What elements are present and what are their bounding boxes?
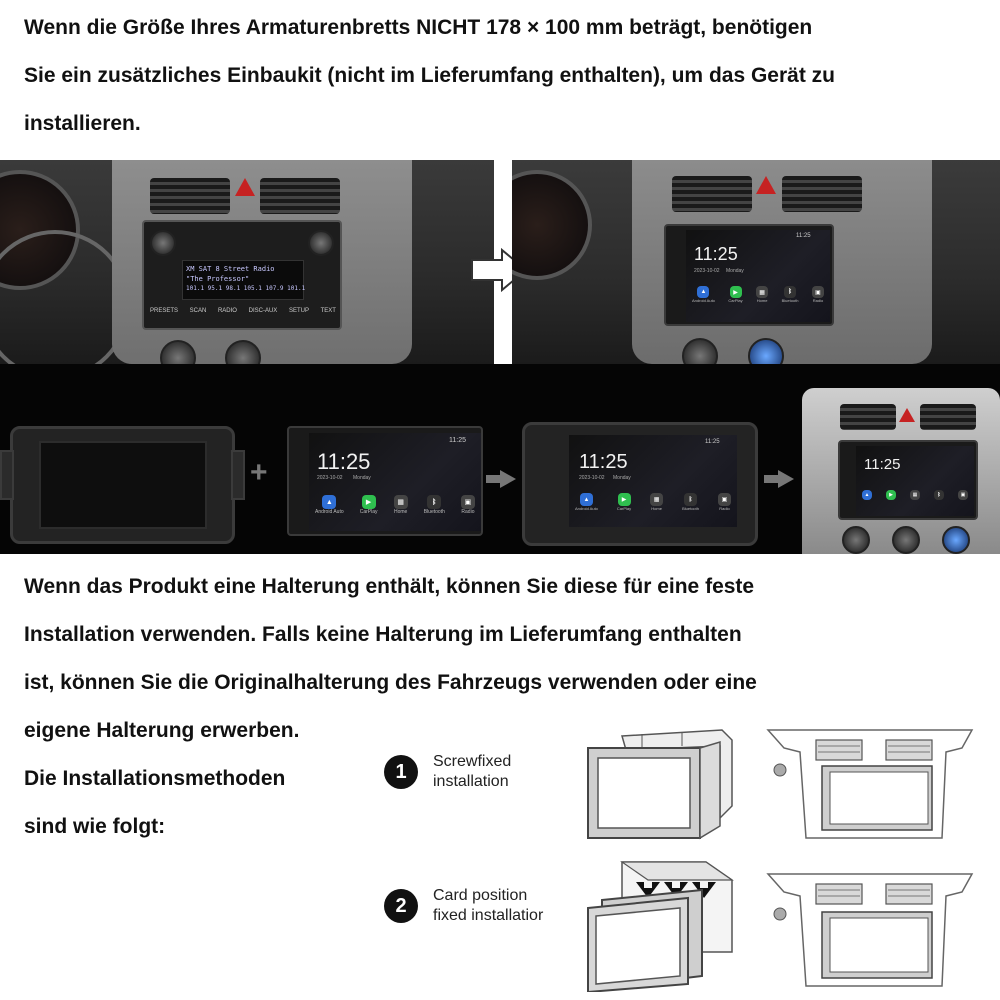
intro-line: installieren. — [24, 112, 141, 135]
clock-time: 11:25 — [579, 451, 628, 473]
speedometer-gauge — [512, 170, 592, 280]
photo-new-head-unit — [512, 160, 1000, 364]
radio-display-line: 101.1 95.1 98.1 105.1 107.9 101.1 — [186, 285, 306, 292]
clock-time: 11:25 — [864, 456, 901, 473]
body-line: Die Installationsmethoden — [24, 767, 286, 790]
radio-button: PRESETS — [150, 308, 179, 314]
app-row — [575, 493, 731, 511]
app-bluetooth[interactable]: ᛒ Bluetooth — [782, 286, 799, 303]
climate-knob — [842, 526, 870, 554]
app-bluetooth[interactable]: ᛒ Bluetooth — [424, 495, 445, 515]
carplay-icon: ▶ — [362, 495, 376, 509]
head-unit-screen — [856, 446, 974, 516]
app-radio[interactable]: ▣ Radio — [718, 493, 731, 511]
app-android-auto[interactable]: ▲ Android Auto — [692, 286, 715, 303]
intro-line: Wenn die Größe Ihres Armaturenbretts NICHT 178 × 100 mm beträgt, benötigen — [24, 16, 813, 39]
body-line: Installation verwenden. Falls keine Halterung im Lieferumfang enthalten — [24, 623, 742, 646]
app-radio[interactable]: ▣ Radio — [812, 286, 824, 303]
radio-display — [182, 260, 304, 300]
app-home[interactable]: ▦ Home — [394, 495, 408, 515]
hazard-icon — [235, 178, 255, 196]
intro-line: Sie ein zusätzliches Einbaukit (nicht im Lieferumfang enthalten), um das Gerät zu — [24, 64, 835, 87]
body-line: sind wie folgt: — [24, 815, 166, 838]
bluetooth-icon: ᛒ — [427, 495, 441, 509]
app-carplay[interactable]: ▶ CarPlay — [617, 493, 631, 511]
dashboard-installed-sketch — [766, 722, 976, 842]
home-grid-icon: ▦ — [650, 493, 663, 506]
radio-icon: ▣ — [461, 495, 475, 509]
climate-knob — [892, 526, 920, 554]
clock-weekday: Monday — [726, 268, 744, 274]
home-grid-icon: ▦ — [756, 286, 768, 298]
app-android-auto[interactable]: ▲ Android Auto — [575, 493, 598, 511]
radio-button-row — [150, 308, 336, 314]
plus-icon: + — [250, 456, 268, 489]
clock-weekday: Monday — [353, 475, 371, 481]
step-label: Card position fixed installatior — [433, 887, 544, 924]
app-radio[interactable]: ▣ Radio — [461, 495, 475, 515]
screwfixed-bracket-sketch — [582, 726, 742, 846]
app-bluetooth[interactable]: ᛒ Bluetooth — [682, 493, 699, 511]
home-grid-icon: ▦ — [910, 490, 920, 500]
status-time: 11:25 — [449, 437, 466, 444]
hazard-icon — [899, 408, 915, 422]
hazard-icon — [756, 176, 776, 194]
method-card-position — [384, 886, 543, 926]
head-unit-device — [287, 426, 483, 536]
app-row — [862, 490, 968, 500]
radio-display-line: XM SAT 8 Street Radio — [186, 265, 275, 273]
carplay-icon: ▶ — [886, 490, 896, 500]
clock-weekday: Monday — [613, 475, 631, 481]
android-auto-icon: ▲ — [322, 495, 336, 509]
clock-date: 2023-10-02 — [694, 268, 720, 274]
steering-wheel — [0, 230, 130, 364]
android-auto-icon: ▲ — [862, 490, 872, 500]
air-vent-right — [920, 404, 976, 430]
carplay-icon: ▶ — [618, 493, 631, 506]
volume-knob — [150, 230, 176, 256]
photo-factory-radio — [0, 160, 494, 364]
app-row — [692, 286, 824, 303]
tune-knob — [308, 230, 334, 256]
dashboard-installed-sketch — [766, 866, 976, 990]
body-line: ist, können Sie die Originalhalterung des Fahrzeugs verwenden oder eine — [24, 671, 757, 694]
body-line: Wenn das Produkt eine Halterung enthält, können Sie diese für eine feste — [24, 575, 755, 598]
radio-button: TEXT — [320, 308, 336, 314]
arrow-right-icon — [500, 470, 516, 488]
bluetooth-icon: ᛒ — [684, 493, 697, 506]
air-vent-right — [260, 178, 340, 214]
app-row — [315, 495, 475, 515]
status-time: 11:25 — [705, 439, 720, 445]
bluetooth-icon: ᛒ — [934, 490, 944, 500]
intro-paragraph — [24, 4, 835, 148]
android-auto-icon: ▲ — [580, 493, 593, 506]
climate-knob — [942, 526, 970, 554]
step-label: Screwfixed installation — [433, 753, 512, 790]
radio-display-line: "The Professor" — [186, 275, 250, 283]
air-vent-left — [672, 176, 752, 212]
app-android-auto[interactable]: ▲ Android Auto — [315, 495, 344, 515]
head-unit-installed — [664, 224, 834, 326]
air-vent-left — [150, 178, 230, 214]
body-line: eigene Halterung erwerben. — [24, 719, 300, 742]
head-unit-screen — [309, 433, 481, 531]
head-unit-installed — [838, 440, 978, 520]
app-carplay[interactable]: ▶ CarPlay — [360, 495, 378, 515]
empty-mounting-frame — [10, 426, 235, 544]
assembled-frame-with-unit — [522, 422, 758, 546]
arrow-right-icon — [778, 470, 794, 488]
clock-time: 11:25 — [317, 449, 371, 474]
step-number-badge: 1 — [384, 755, 418, 789]
radio-button: SETUP — [288, 308, 309, 314]
step-number-badge: 2 — [384, 889, 418, 923]
card-position-cage-sketch — [582, 852, 752, 992]
method-screwfixed — [384, 752, 511, 792]
home-grid-icon: ▦ — [394, 495, 408, 509]
head-unit-screen — [686, 230, 830, 322]
clock-date: 2023-10-02 — [579, 475, 605, 481]
installed-in-car-photo — [802, 388, 1000, 554]
radio-icon: ▣ — [718, 493, 731, 506]
clock-time: 11:25 — [694, 244, 738, 264]
air-vent-left — [840, 404, 896, 430]
bluetooth-icon: ᛒ — [784, 286, 796, 298]
app-home[interactable]: ▦ Home — [650, 493, 663, 511]
head-unit-screen — [569, 435, 737, 527]
app-carplay[interactable]: ▶ CarPlay — [728, 286, 742, 303]
radio-button: SCAN — [189, 308, 207, 314]
radio-button: DISC-AUX — [248, 308, 278, 314]
photo-installation-sequence — [0, 364, 1000, 554]
radio-icon: ▣ — [812, 286, 824, 298]
radio-button: RADIO — [217, 308, 237, 314]
app-home[interactable]: ▦ Home — [756, 286, 768, 303]
android-auto-icon: ▲ — [697, 286, 709, 298]
radio-icon: ▣ — [958, 490, 968, 500]
air-vent-right — [782, 176, 862, 212]
clock-date: 2023-10-02 — [317, 475, 343, 481]
factory-radio-unit — [142, 220, 342, 330]
carplay-icon: ▶ — [730, 286, 742, 298]
status-time: 11:25 — [796, 233, 811, 239]
